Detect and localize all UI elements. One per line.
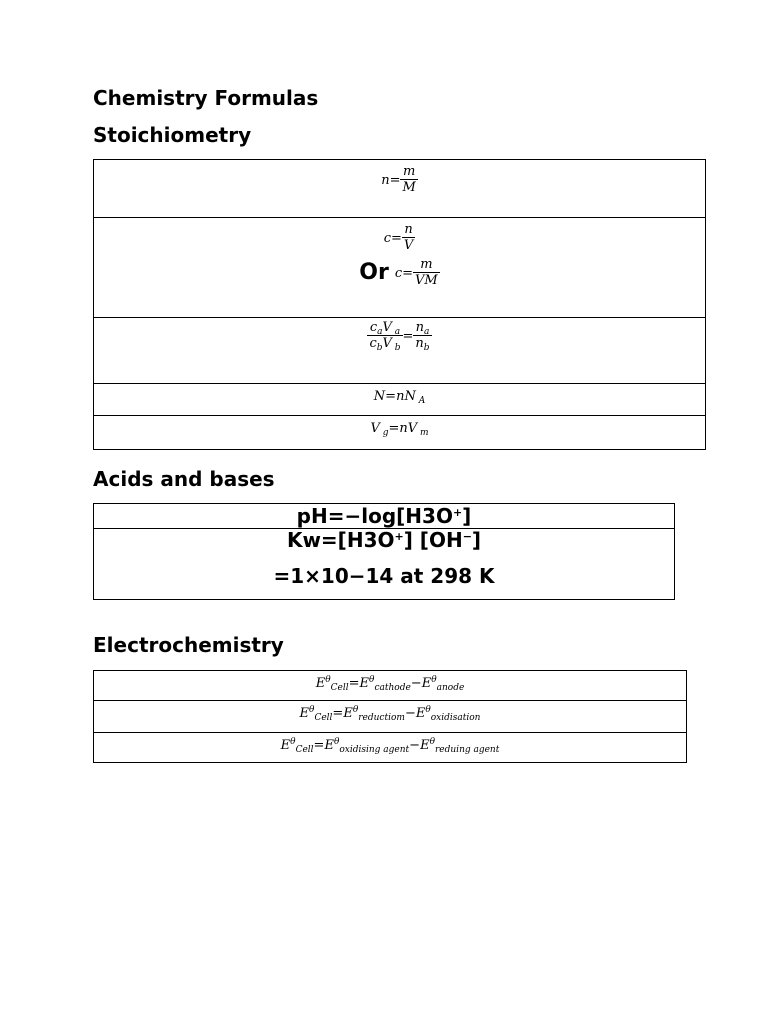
formula-row-cell-cathode-anode bbox=[94, 671, 687, 701]
formula-row-particles bbox=[94, 384, 706, 416]
electrochemistry-table bbox=[93, 670, 687, 763]
formula-row-cell-reduction-oxidation bbox=[94, 701, 687, 733]
formula-ph: pH=−log[H3O+] bbox=[94, 504, 675, 529]
formula-cell-reduction-oxidation: $E^\theta_{Cell}=E^\theta_{reductiom}-E^\theta_{oxidisation}$ bbox=[94, 701, 687, 733]
formula-particles: N=nN $_A$ bbox=[94, 384, 706, 416]
section-heading-electrochemistry: Electrochemistry bbox=[93, 633, 284, 657]
formula-titration: $\frac{c_aV _a}{c_bV _b}$ = $\frac{n_a}{n_b}$ bbox=[94, 318, 706, 384]
section-heading-stoichiometry: Stoichiometry bbox=[93, 123, 252, 147]
acids-table bbox=[93, 503, 675, 600]
formula-row-ph bbox=[94, 504, 675, 529]
formula-gas-volume: V $_g$=nV $_m$ bbox=[94, 416, 706, 450]
section-heading-acids: Acids and bases bbox=[93, 467, 275, 491]
formula-row-concentration bbox=[94, 218, 706, 318]
stoichiometry-table bbox=[93, 159, 706, 450]
or-label: Or bbox=[359, 260, 389, 285]
formula-row-cell-agents bbox=[94, 733, 687, 763]
formula-moles: n= $\frac{m}{M}$ bbox=[94, 160, 706, 218]
formula-cell-agents: $E^\theta_{Cell}=E^\theta_{oxidising agent}-E^\theta_{reduing agent}$ bbox=[94, 733, 687, 763]
formula-row-titration bbox=[94, 318, 706, 384]
formula-row-kw bbox=[94, 529, 675, 600]
formula-kw: Kw=[H3O+] [OH−] =1×10−14 at 298 K bbox=[94, 529, 675, 600]
formula-concentration: c= $\frac{n}{V}$ Or c= $\frac{m}{VM}$ bbox=[94, 218, 706, 318]
formula-cell-cathode-anode: $E^\theta_{Cell}=E^\theta_{cathode}-E^\theta_{anode}$ bbox=[94, 671, 687, 701]
page-title: Chemistry Formulas bbox=[93, 86, 319, 110]
formula-row-moles bbox=[94, 160, 706, 218]
formula-row-gas-volume bbox=[94, 416, 706, 450]
